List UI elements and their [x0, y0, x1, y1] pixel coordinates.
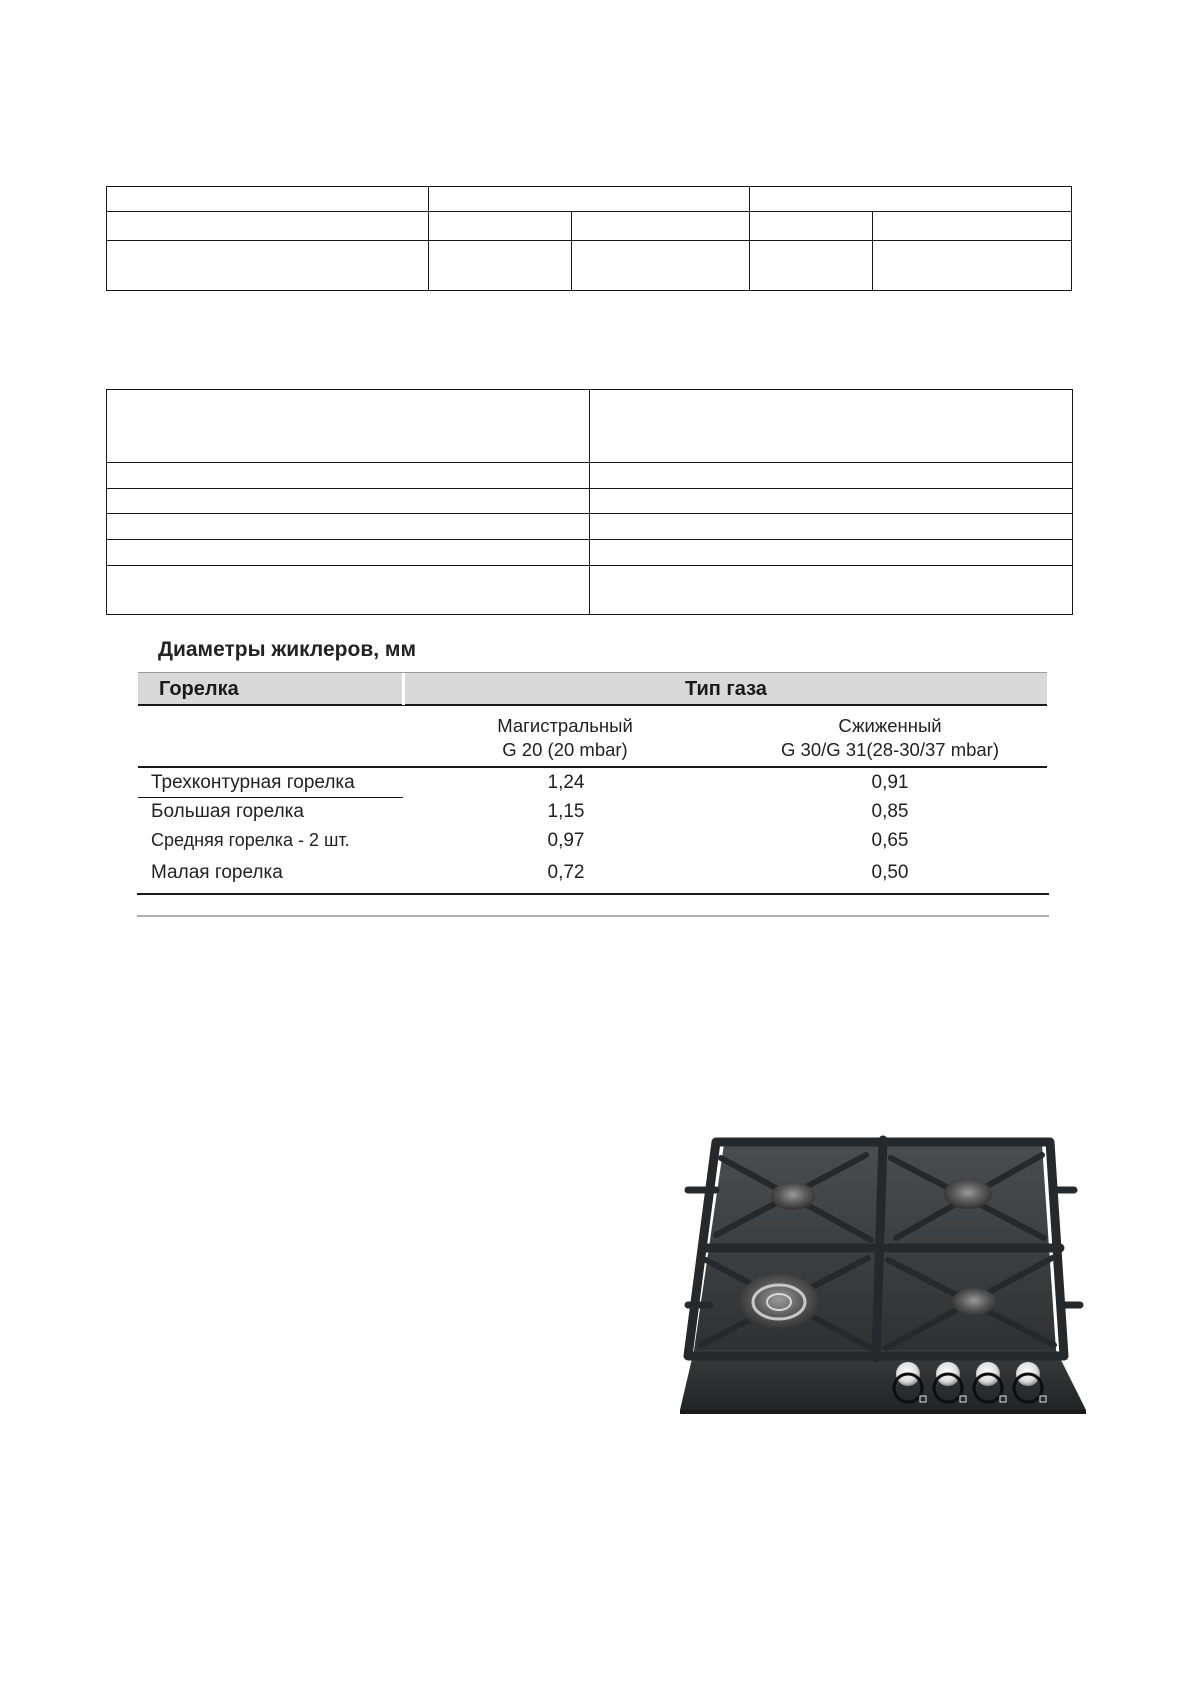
gas-lpg-spec: G 30/G 31(28-30/37 mbar) [781, 739, 999, 760]
table-cell [590, 489, 1073, 514]
table-cell [590, 540, 1073, 566]
table-cell [572, 241, 750, 291]
table-cell [429, 187, 750, 212]
table-cell [107, 187, 429, 212]
table-cell [107, 566, 590, 615]
jet-table-title: Диаметры жиклеров, мм [158, 638, 416, 661]
table-cell [750, 212, 873, 241]
table-cell [429, 212, 572, 241]
table-cell [590, 390, 1073, 463]
table-cell [590, 463, 1073, 489]
g20-value: 1,15 [547, 801, 585, 822]
g30-value: 0,91 [871, 772, 909, 793]
table-cell [107, 390, 590, 463]
jet-table-header [138, 672, 1047, 706]
g30-value: 0,50 [871, 862, 909, 883]
burner-label: Средняя горелка - 2 шт. [151, 830, 350, 850]
table-cell [429, 241, 572, 291]
burner-label: Малая горелка [151, 862, 283, 883]
table-cell [107, 514, 590, 540]
g20-value: 1,24 [547, 772, 585, 793]
burner-label: Большая горелка [151, 801, 304, 822]
table-cell [590, 514, 1073, 540]
g20-value: 0,97 [547, 830, 585, 851]
table-cell [107, 540, 590, 566]
table-cell [750, 241, 873, 291]
g30-value: 0,85 [871, 801, 909, 822]
gas-main-name: Магистральный [497, 715, 633, 736]
table-cell [750, 187, 1072, 212]
table-cell [107, 241, 429, 291]
gas-hob-icon [676, 1130, 1096, 1420]
gas-lpg-name: Сжиженный [838, 715, 942, 736]
table-cell [107, 463, 590, 489]
empty-table-top [106, 186, 1072, 291]
g30-value: 0,65 [871, 830, 909, 851]
table-cell [873, 212, 1072, 241]
burner-label: Трехконтурная горелка [151, 772, 355, 793]
empty-table-middle [106, 389, 1073, 615]
gas-main-spec: G 20 (20 mbar) [502, 739, 628, 760]
table-footer-rule [137, 915, 1049, 917]
header-bottom-rule [138, 766, 1047, 768]
table-bottom-rule [137, 893, 1049, 895]
header-gas-type: Тип газа [685, 678, 767, 700]
g20-value: 0,72 [547, 862, 585, 883]
table-cell [590, 566, 1073, 615]
row-underline [138, 797, 403, 798]
table-cell [873, 241, 1072, 291]
table-cell [107, 212, 429, 241]
header-burner: Горелка [159, 678, 239, 700]
table-cell [107, 489, 590, 514]
table-cell [572, 212, 750, 241]
